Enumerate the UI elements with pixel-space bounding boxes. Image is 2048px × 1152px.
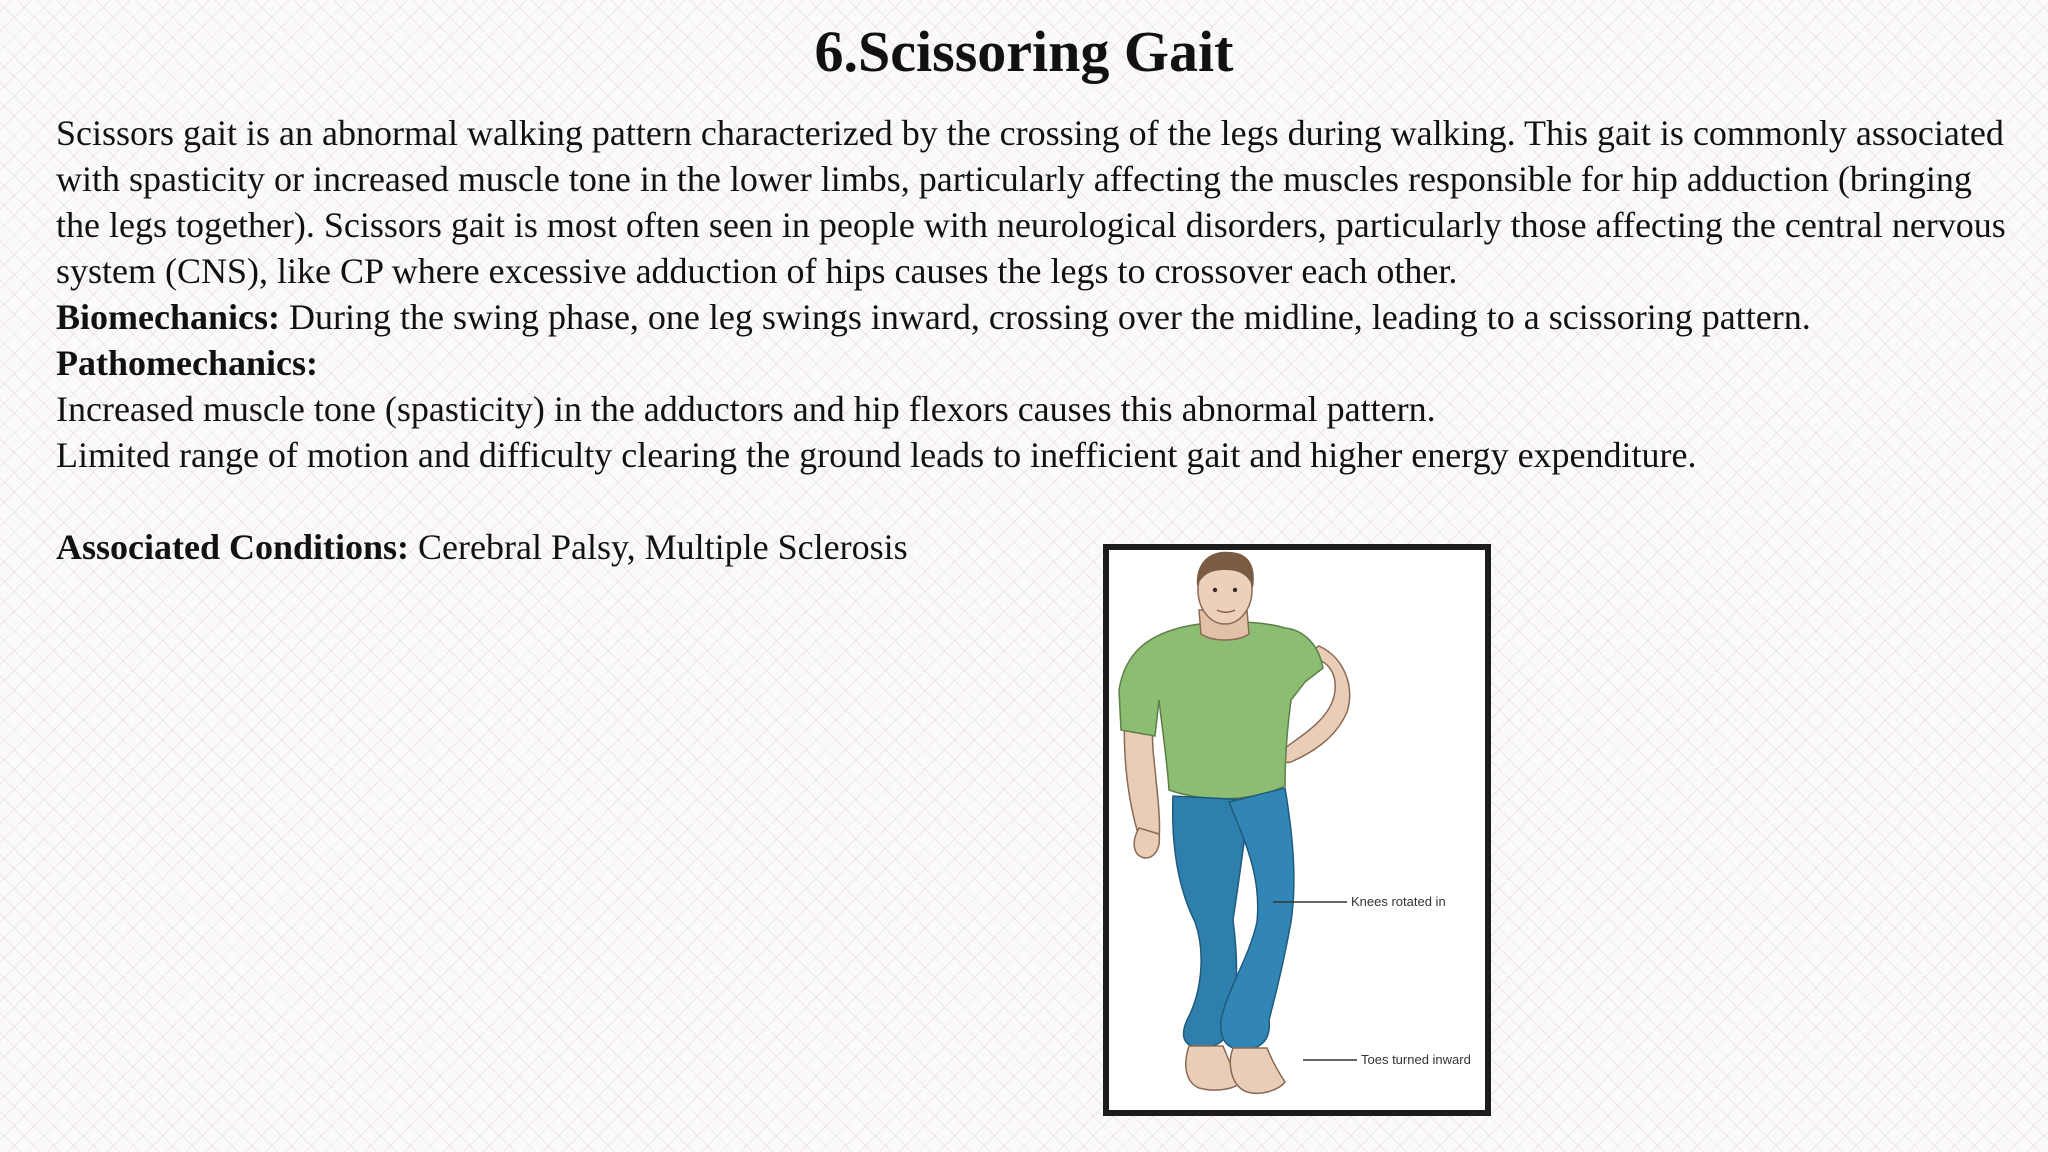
left-eye (1213, 588, 1217, 592)
knees-callout-label: Knees rotated in (1351, 894, 1446, 909)
right-eye (1233, 588, 1237, 592)
pathomechanics-point: Limited range of motion and difficulty clearing the ground leads to inefficient gait and higher energy expenditure. (56, 435, 1697, 475)
biomechanics-text: During the swing phase, one leg swings inward, crossing over the midline, leading to a scissoring pattern. (288, 297, 1811, 337)
scissor-gait-figure-svg (1109, 550, 1485, 1110)
toes-callout-label: Toes turned inward (1361, 1052, 1471, 1067)
pathomechanics-heading (56, 340, 2016, 386)
associated-conditions-label: Associated Conditions: (56, 527, 410, 567)
associated-conditions-line (56, 524, 2016, 570)
spacer (56, 478, 2016, 524)
right-foot (1230, 1048, 1285, 1093)
associated-conditions-text: Cerebral Palsy, Multiple Sclerosis (418, 527, 908, 567)
pathomechanics-point: Increased muscle tone (spasticity) in the adductors and hip flexors causes this abnormal pattern. (56, 389, 1436, 429)
intro-paragraph: Scissors gait is an abnormal walking pattern characterized by the crossing of the legs during walking. This gait is commonly associated with spasticity or increased muscle tone in the lower limbs, particularly affecting the muscles responsible for hip adduction (bringing the legs together). Scissors gait is most often seen in people with neurological disorders, particularly those affecting the central nervous system (CNS), like CP where excessive adduction of hips causes the legs to crossover each other. (56, 113, 2006, 291)
biomechanics-label: Biomechanics: (56, 297, 280, 337)
left-hand (1134, 828, 1159, 858)
scissor-gait-illustration (1103, 544, 1491, 1116)
pathomechanics-label: Pathomechanics: (56, 343, 318, 383)
slide-body (56, 110, 2016, 570)
slide-title: 6.Scissoring Gait (814, 19, 1234, 84)
biomechanics-line (56, 294, 2016, 340)
